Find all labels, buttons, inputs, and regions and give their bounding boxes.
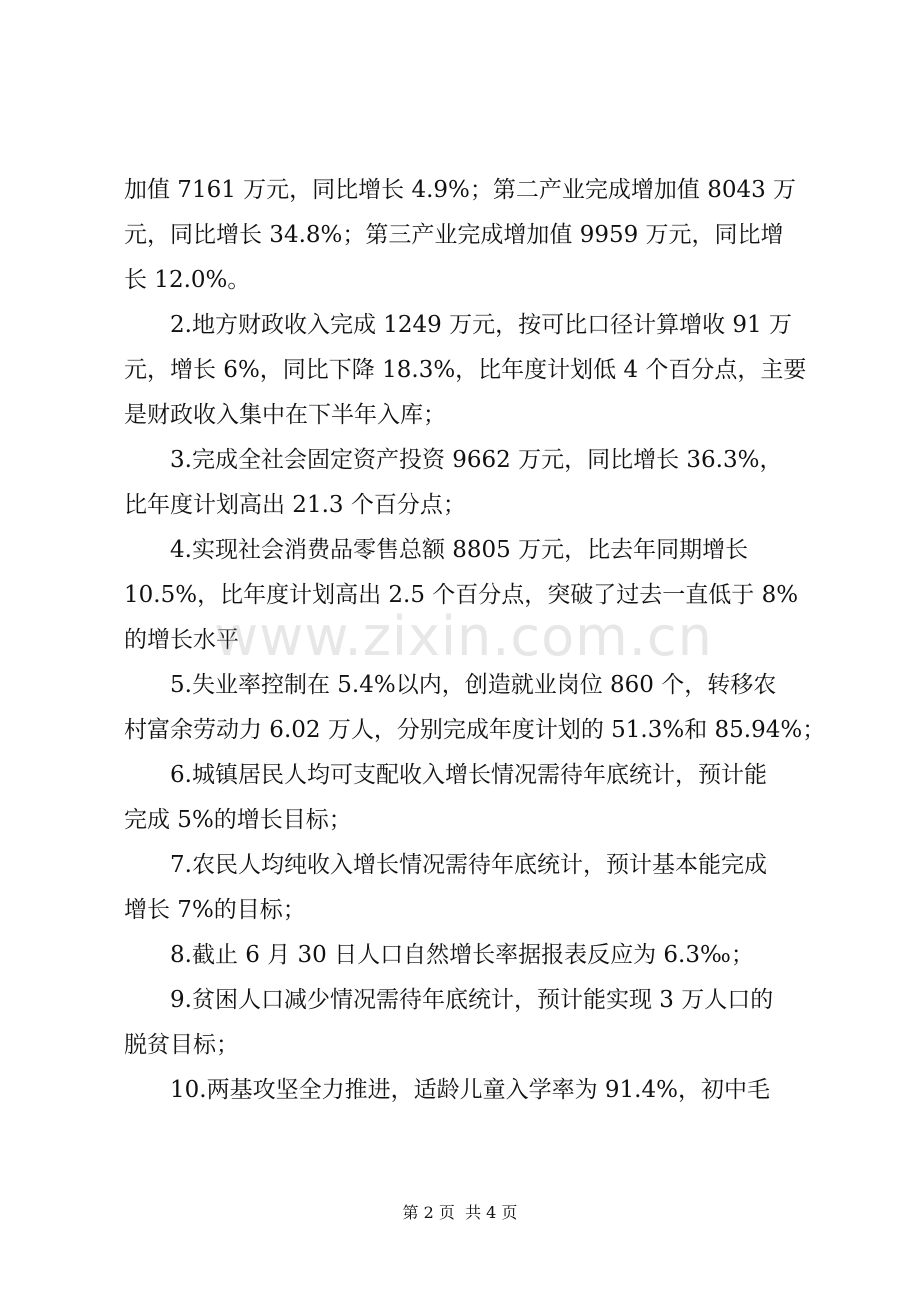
text-line: 4.实现社会消费品零售总额 8805 万元，比去年同期增长	[170, 537, 749, 563]
watermark: www.zixin.com.cn	[214, 605, 713, 668]
text-line: 的增长水平	[124, 627, 239, 653]
text-line: 脱贫目标；	[124, 1032, 239, 1058]
text-line: 10.两基攻坚全力推进，适龄儿童入学率为 91.4%，初中毛	[170, 1077, 770, 1103]
text-line: 6.城镇居民人均可支配收入增长情况需待年底统计，预计能	[170, 762, 767, 788]
text-line: 比年度计划高出 21.3 个百分点；	[124, 492, 466, 518]
text-line: 是财政收入集中在下半年入库；	[124, 402, 446, 428]
text-line: 完成 5%的增长目标；	[124, 807, 352, 833]
text-line: 2.地方财政收入完成 1249 万元，按可比口径计算增收 91 万	[170, 312, 792, 338]
text-line: 9.贫困人口减少情况需待年底统计，预计能实现 3 万人口的	[170, 987, 774, 1013]
text-line: 8.截止 6 月 30 日人口自然增长率据报表反应为 6.3‰；	[170, 942, 754, 968]
text-line: 增长 7%的目标；	[124, 897, 306, 923]
text-line: 长 12.0%。	[124, 267, 251, 293]
text-line: 7.农民人均纯收入增长情况需待年底统计，预计基本能完成	[170, 852, 767, 878]
text-line: 加值 7161 万元，同比增长 4.9%；第二产业完成增加值 8043 万	[124, 177, 797, 203]
text-line: 元，同比增长 34.8%；第三产业完成增加值 9959 万元，同比增	[124, 222, 784, 248]
text-line: 村富余劳动力 6.02 万人，分别完成年度计划的 51.3%和 85.94%；	[124, 717, 826, 743]
text-line: 5.失业率控制在 5.4%以内，创造就业岗位 860 个，转移农	[170, 672, 777, 698]
text-line: 元，增长 6%，同比下降 18.3%，比年度计划低 4 个百分点，主要	[124, 357, 807, 383]
text-line: 3.完成全社会固定资产投资 9662 万元，同比增长 36.3%，	[170, 447, 783, 473]
text-line: 10.5%，比年度计划高出 2.5 个百分点，突破了过去一直低于 8%	[124, 582, 799, 608]
page-footer: 第 2 页 共 4 页	[402, 1203, 518, 1222]
